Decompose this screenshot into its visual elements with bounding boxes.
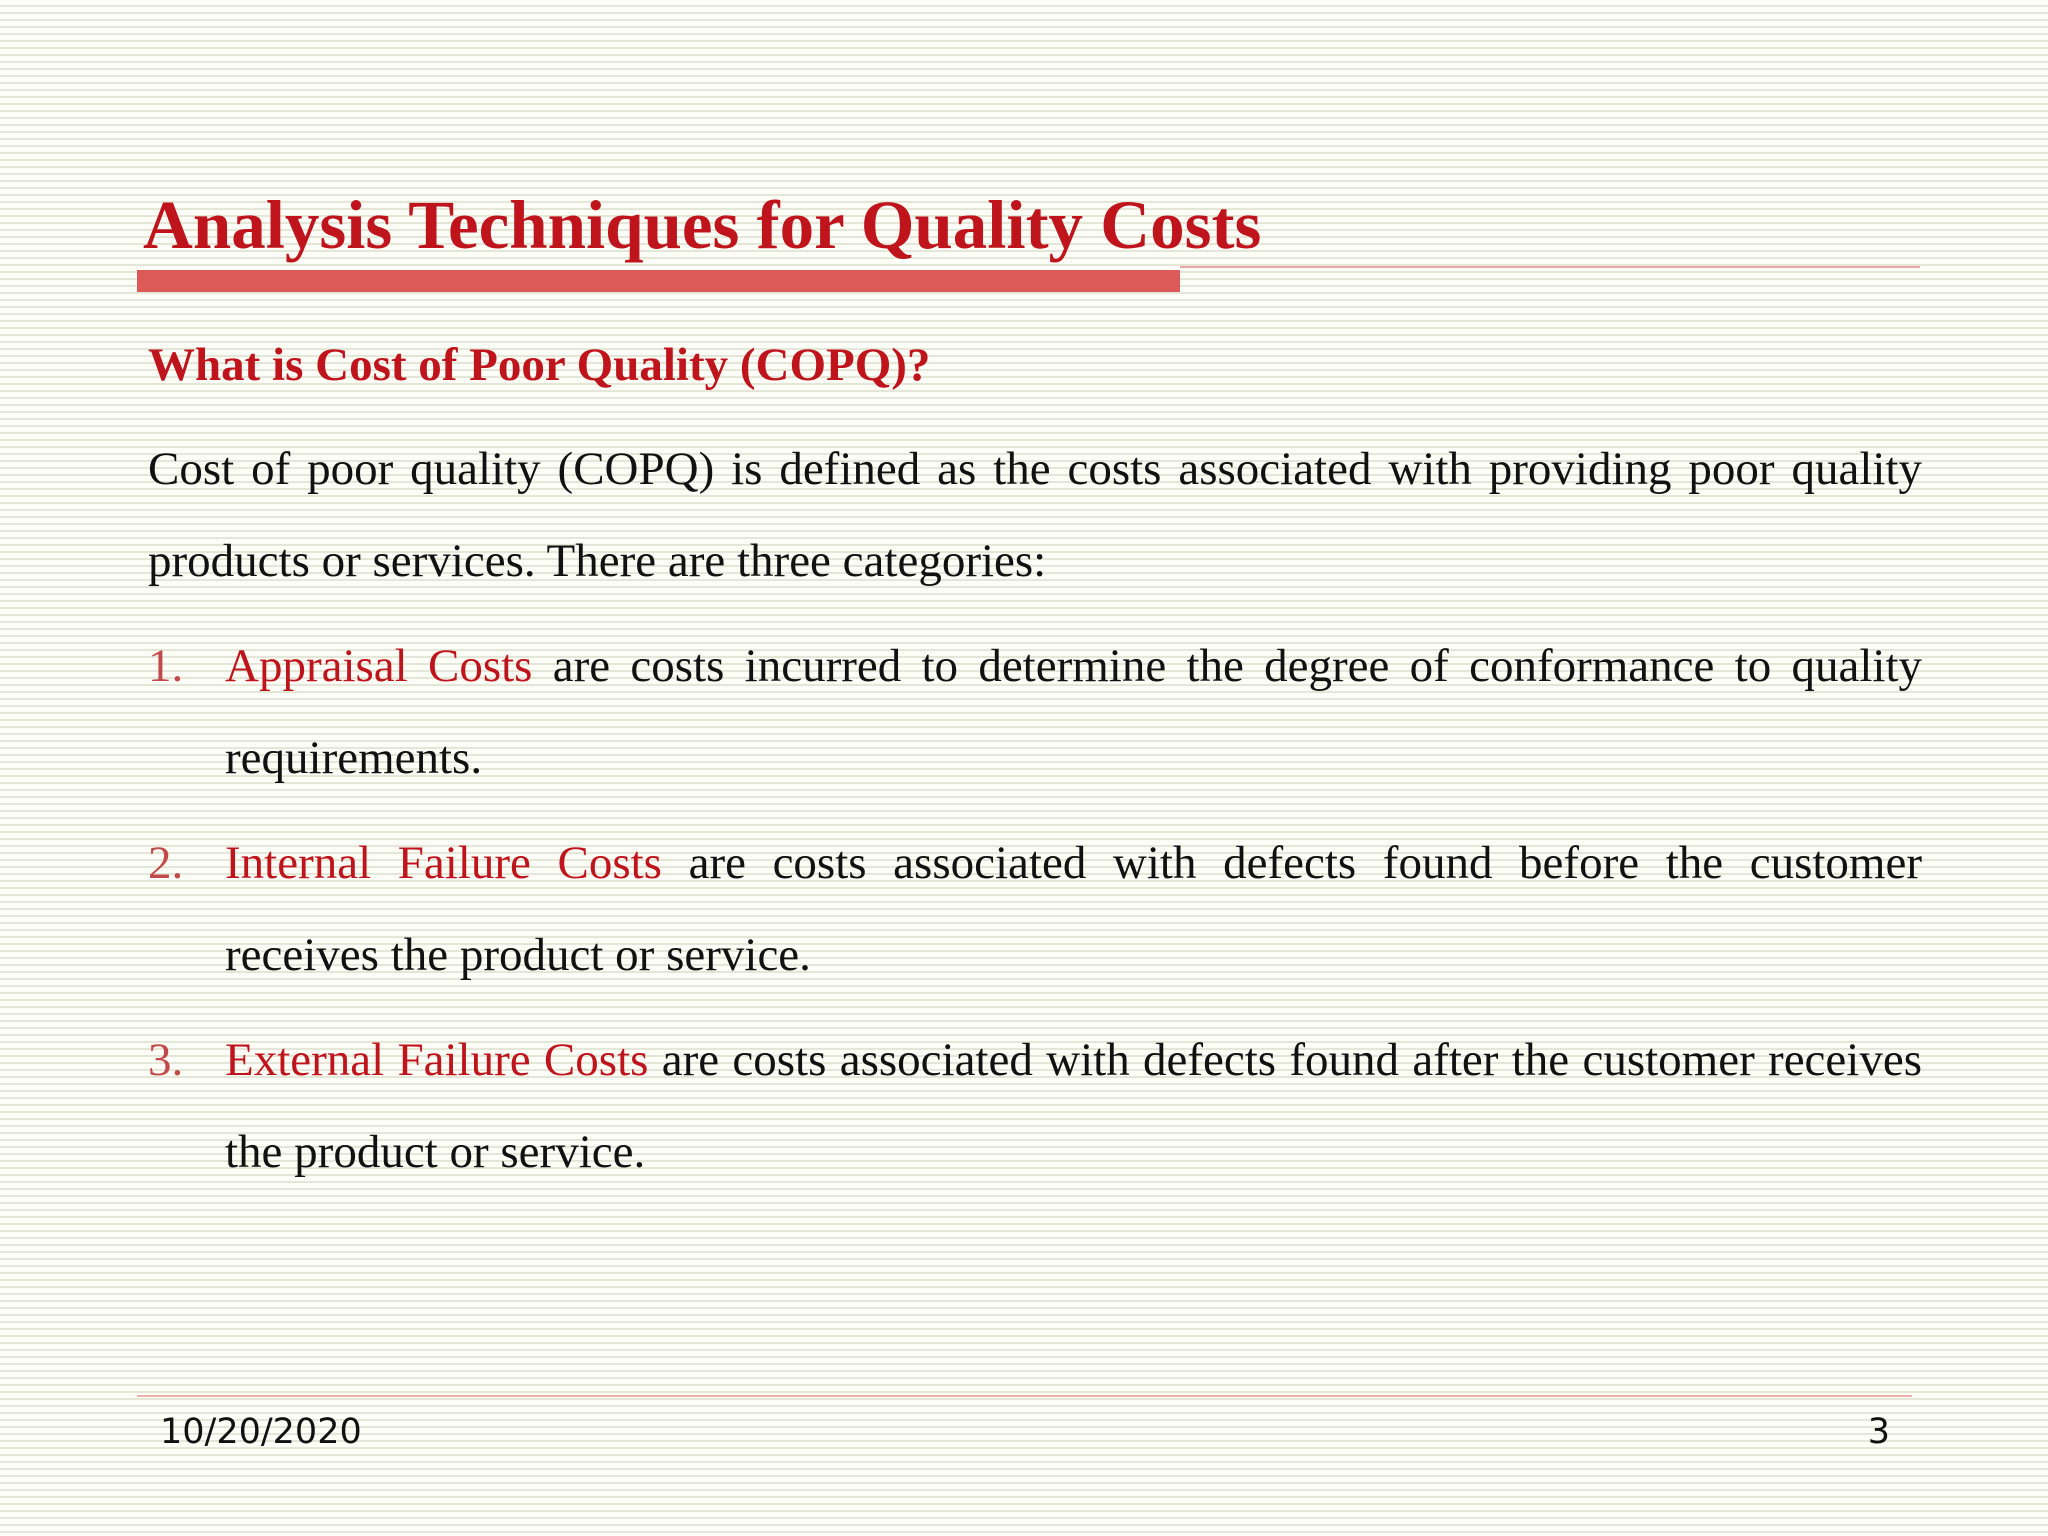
list-item: [148, 817, 1922, 1001]
slide-title: Analysis Techniques for Quality Costs: [143, 187, 1262, 263]
list-item: [148, 620, 1922, 804]
footer-divider: [137, 1395, 1912, 1397]
list-item-text: are costs incurred to determine the degree of conformance to quality requirements.: [225, 640, 1923, 784]
page-number: 3: [1867, 1412, 1890, 1452]
footer-date: 10/20/2020: [160, 1412, 362, 1452]
title-underline-bar: [137, 270, 1180, 292]
section-heading: What is Cost of Poor Quality (COPQ)?: [148, 339, 931, 391]
categories-list: [148, 620, 1922, 1211]
list-item-number: 2.: [148, 837, 184, 889]
title-underline-rule: [1180, 266, 1920, 268]
intro-paragraph: Cost of poor quality (COPQ) is defined as the costs associated with providing poor quality products or services. There are three categories:: [148, 443, 1922, 587]
list-item-number: 1.: [148, 640, 184, 692]
list-item-number: 3.: [148, 1034, 184, 1086]
list-item-term: Internal Failure Costs: [225, 837, 662, 889]
list-item-term: Appraisal Costs: [225, 640, 533, 692]
list-item: [148, 1014, 1922, 1198]
list-item-term: External Failure Costs: [225, 1034, 649, 1086]
list-item-text: are costs associated with defects found before the customer receives the product or service.: [225, 837, 1922, 981]
list-item-text: are costs associated with defects found after the customer receives the product or service.: [225, 1034, 1922, 1178]
